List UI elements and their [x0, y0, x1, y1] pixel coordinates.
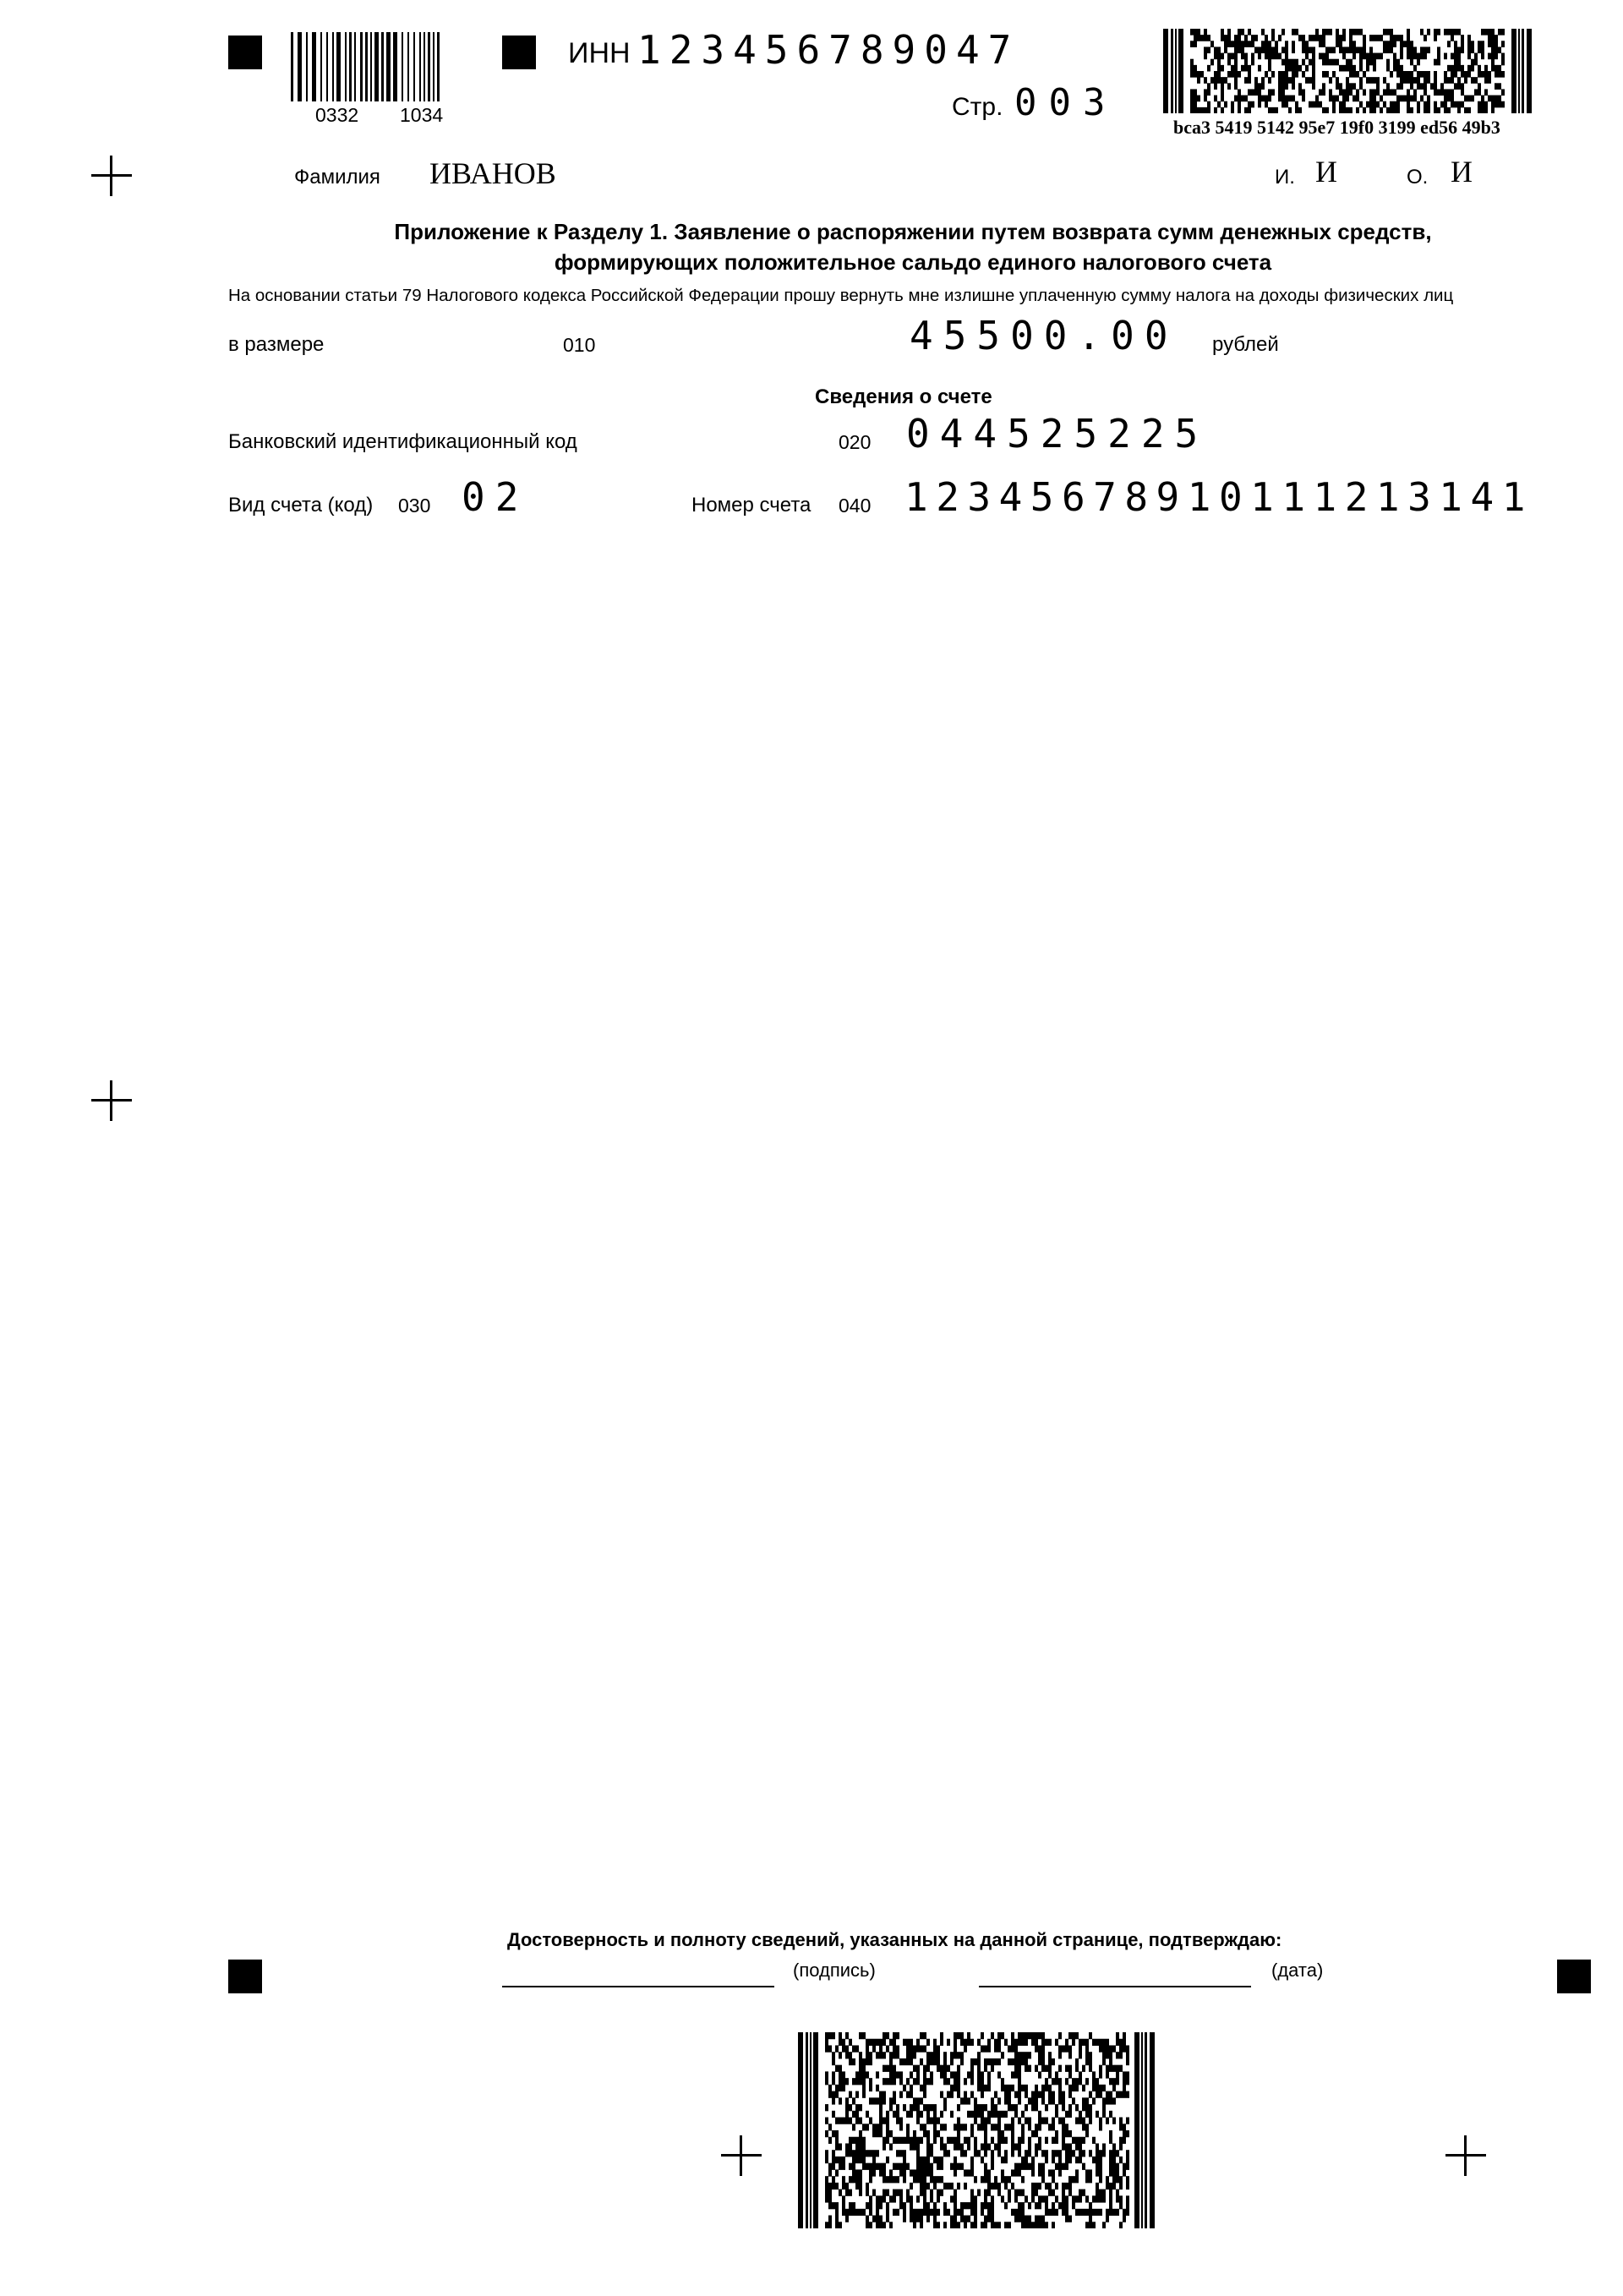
inn-value: 123456789047 — [637, 27, 1020, 73]
amount-code: 010 — [563, 334, 596, 356]
basis-text: На основании статьи 79 Налогового кодекса Российской Федерации прошу вернуть мне излишне уплаченную сумму налога на доходы физических лиц — [228, 286, 1454, 305]
signature-caption: (подпись) — [793, 1960, 876, 1981]
amount-unit: рублей — [1212, 333, 1279, 356]
account-number-label: Номер счета — [691, 494, 812, 517]
surname-value: ИВАНОВ — [429, 156, 556, 190]
account-type-code: 030 — [398, 495, 431, 517]
date-line — [979, 1986, 1251, 1987]
account-section-title: Сведения о счете — [815, 385, 992, 408]
confirm-text: Достоверность и полноту сведений, указанных на данной странице, подтверждаю: — [507, 1929, 1282, 1950]
account-number-value: 12345678910111213141 — [904, 474, 1533, 520]
barcode-digits-right: 1034 — [400, 104, 444, 126]
amount-label: в размере — [228, 333, 325, 356]
registration-mark-top-left — [228, 36, 262, 69]
pdf417-barcode-top — [1163, 29, 1532, 113]
crosshair-top-left-icon — [91, 156, 132, 196]
crosshair-bottom-center-icon — [721, 2135, 762, 2176]
crosshair-bottom-right-icon — [1445, 2135, 1486, 2176]
surname-label: Фамилия — [294, 166, 380, 189]
registration-mark-top-middle — [502, 36, 536, 69]
barcode-digits-left: 0332 — [315, 104, 359, 126]
registration-mark-bottom-left — [228, 1960, 262, 1993]
initial-o-label: О. — [1407, 166, 1429, 189]
bik-value: 044525225 — [906, 411, 1209, 456]
account-type-label: Вид счета (код) — [228, 494, 374, 517]
form-title-line1: Приложение к Разделу 1. Заявление о распоряжении путем возврата сумм денежных средств, — [394, 219, 1432, 244]
amount-value: 45500.00 — [910, 313, 1178, 358]
crosshair-middle-left-icon — [91, 1080, 132, 1121]
account-number-code: 040 — [839, 495, 872, 517]
linear-barcode — [291, 32, 443, 101]
date-caption: (дата) — [1271, 1960, 1324, 1981]
signature-line — [502, 1986, 774, 1987]
bik-label: Банковский идентификационный код — [228, 430, 577, 453]
bik-code: 020 — [839, 431, 872, 453]
hash-code: bca3 5419 5142 95e7 19f0 3199 ed56 49b3 — [1173, 117, 1500, 138]
initial-o-value: И — [1451, 155, 1473, 189]
inn-label: ИНН — [568, 37, 631, 69]
page-label: Стр. — [952, 93, 1003, 121]
form-title-line2: формирующих положительное сальдо единого налогового счета — [554, 249, 1272, 275]
form-title — [220, 216, 1606, 277]
pdf417-barcode-bottom — [798, 2032, 1155, 2228]
page-value: 003 — [1014, 81, 1118, 124]
registration-mark-bottom-right — [1557, 1960, 1591, 1993]
initial-i-label: И. — [1275, 166, 1295, 189]
account-type-value: 02 — [462, 474, 529, 520]
initial-i-value: И — [1315, 155, 1337, 189]
